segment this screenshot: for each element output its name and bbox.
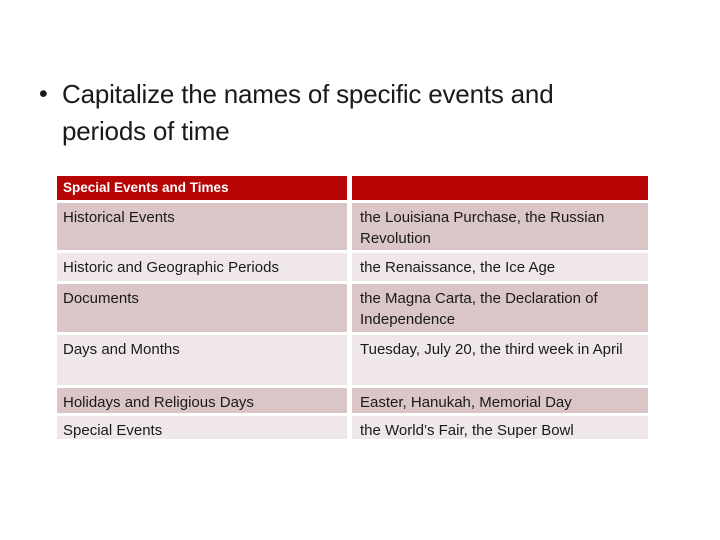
table-row [57,284,648,332]
slide-title-line-1: Capitalize the names of specific events and [62,79,554,109]
category-cell: Days and Months [57,335,347,385]
table-row [57,416,648,439]
examples-cell: the World’s Fair, the Super Bowl [352,416,648,439]
table-row [57,253,648,281]
category-cell: Documents [57,284,347,332]
examples-cell: the Magna Carta, the Declaration of Independence [352,284,648,332]
table-row [57,203,648,250]
title-bullet-item [39,76,639,150]
table-row [57,388,648,413]
category-cell: Historical Events [57,203,347,250]
slide-title-line-2: periods of time [62,116,230,146]
category-cell: Historic and Geographic Periods [57,253,347,281]
examples-cell: Easter, Hanukah, Memorial Day [352,388,648,413]
category-cell: Holidays and Religious Days [57,388,347,413]
examples-cell: Tuesday, July 20, the third week in April [352,335,648,385]
examples-cell: the Renaissance, the Ice Age [352,253,648,281]
special-events-table [57,176,648,439]
examples-cell: the Louisiana Purchase, the Russian Revolution [352,203,648,250]
table-header-row [57,176,648,200]
slide-title [62,76,632,150]
table-header-empty-cell [352,176,648,200]
table-header-label: Special Events and Times [57,176,347,200]
category-cell: Special Events [57,416,347,439]
table-row [57,335,648,385]
bullet-marker: • [39,80,48,108]
